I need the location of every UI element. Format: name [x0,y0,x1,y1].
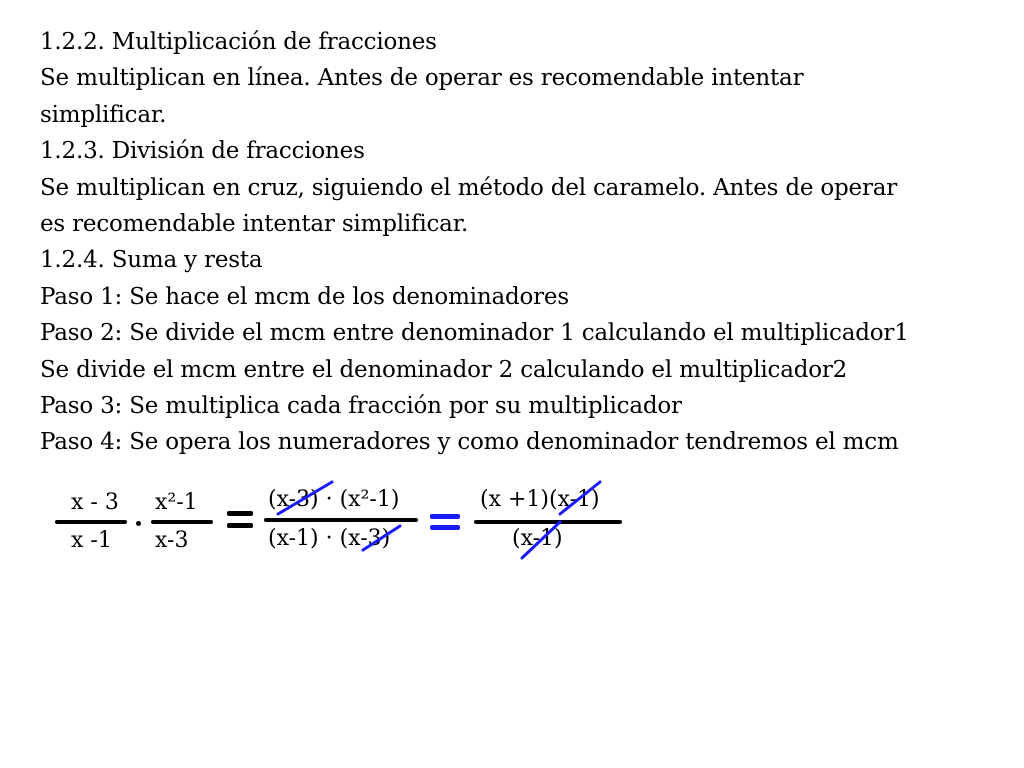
cancellation-strokes [0,470,700,580]
fraction1-numerator: x - 3 [71,490,119,515]
cancel-stroke [522,522,560,558]
step-line: Paso 3: Se multiplica cada fracción por su multiplicador [40,392,682,419]
paragraph-line: simplificar. [40,101,167,128]
step-line: Paso 2: Se divide el mcm entre denominador 1 calculando el multiplicador1 [40,320,909,347]
paragraph-line: Se multiplican en cruz, siguiendo el método del caramelo. Antes de operar [40,174,898,201]
cancel-stroke [560,482,600,514]
document-body [40,24,1020,461]
math-example [0,470,700,580]
fraction3-denominator: (x-1) · (x-3) [268,526,391,551]
heading-multiplication: 1.2.2. Multiplicación de fracciones [40,29,437,55]
step-line: Paso 1: Se hace el mcm de los denominadores [40,283,569,310]
paragraph-line: Se multiplican en línea. Antes de operar es recomendable intentar [40,65,804,92]
cancel-stroke [278,482,332,514]
fraction2-numerator: x²-1 [155,490,198,515]
heading-sum-subtraction: 1.2.4. Suma y resta [40,247,263,274]
paragraph-line: es recomendable intentar simplificar. [40,210,469,237]
cancel-stroke [363,526,400,550]
fraction1-denominator: x -1 [71,528,112,553]
fraction4-numerator: (x +1)(x-1) [480,487,600,512]
fraction2-denominator: x-3 [155,528,189,553]
heading-division: 1.2.3. División de fracciones [40,138,365,165]
fraction3-numerator: (x-3) · (x²-1) [268,487,400,512]
fraction4-denominator: (x-1) [512,526,563,551]
step-line: Paso 4: Se opera los numeradores y como denominador tendremos el mcm [40,429,899,456]
step-line: Se divide el mcm entre el denominador 2 calculando el multiplicador2 [40,356,848,383]
